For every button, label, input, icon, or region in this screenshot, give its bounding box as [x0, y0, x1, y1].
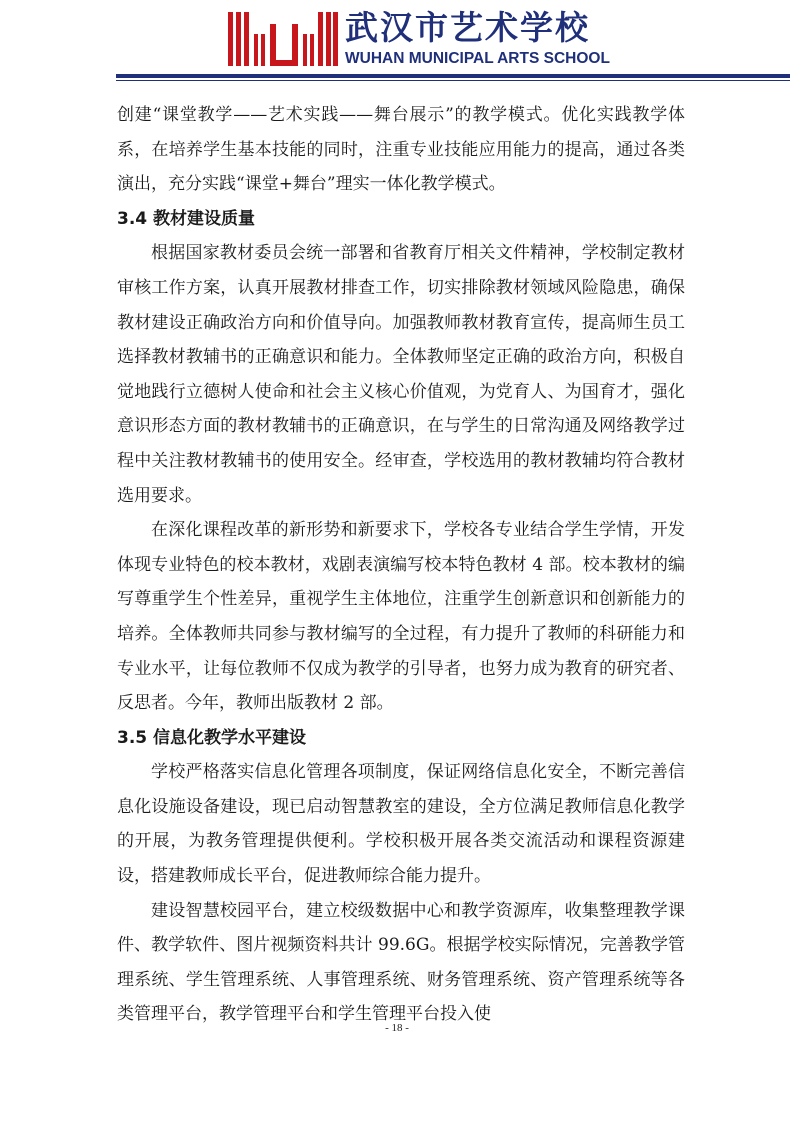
section-heading-3-5: 3.5 信息化教学水平建设 — [117, 727, 307, 748]
page-header — [0, 0, 794, 100]
section-heading-3-4: 3.4 教材建设质量 — [117, 208, 256, 229]
school-logo-icon — [228, 10, 338, 68]
paragraph-smart-campus: 建设智慧校园平台，建立校级数据中心和教学资源库，收集整理教学课件、教学软件、图片视频资料共计 99.6G。根据学校实际情况，完善教学管理系统、学生管理系统、人事管理系统、财务管理系统、资产管理系统等各类管理平台，教学管理平台和学生管理平台投入使 — [117, 900, 685, 1025]
school-name-en: WUHAN MUNICIPAL ARTS SCHOOL — [345, 50, 610, 67]
document-body — [117, 98, 685, 1032]
paragraph-school-textbooks: 在深化课程改革的新形势和新要求下，学校各专业结合学生学情，开发体现专业特色的校本教材，戏剧表演编写校本特色教材 4 部。校本教材的编写尊重学生个性差异，重视学生主体地位，注重学生创新意识和创新能力的培养。全体教师共同参与教材编写的全过程，有力提升了教师的科研能力和专业水平，让每位教师不仅成为教学的引导者，也努力成为教育的研究者、反思者。今年，教师出版教材 2 部。 — [117, 520, 685, 714]
school-name-cn: 武汉市艺术学校 — [345, 8, 590, 47]
paragraph-continued: 创建“课堂教学——艺术实践——舞台展示”的教学模式。优化实践教学体系，在培养学生基本技能的同时，注重专业技能应用能力的提高，通过各类演出，充分实践“课堂+舞台”理实一体化教学模式。 — [117, 105, 685, 195]
page-number: - 18 - — [385, 1022, 409, 1034]
paragraph-textbook-review: 根据国家教材委员会统一部署和省教育厅相关文件精神，学校制定教材审核工作方案，认真开展教材排查工作，切实排除教材领域风险隐患，确保教材建设正确政治方向和价值导向。加强教师教材教育宣传，提高师生员工选择教材教辅书的正确意识和能力。全体教师坚定正确的政治方向，积极自觉地践行立德树人使命和社会主义核心价值观，为党育人、为国育才，强化意识形态方面的教材教辅书的正确意识，在与学生的日常沟通及网络教学过程中关注教材教辅书的使用安全。经审查，学校选用的教材教辅均符合教材选用要求。 — [117, 243, 685, 506]
header-divider-thick — [116, 74, 790, 78]
paragraph-it-management: 学校严格落实信息化管理各项制度，保证网络信息化安全，不断完善信息化设施设备建设，现已启动智慧教室的建设，全方位满足教师信息化教学的开展，为教务管理提供便利。学校积极开展各类交流活动和课程资源建设，搭建教师成长平台，促进教师综合能力提升。 — [117, 762, 685, 887]
header-divider-thin — [116, 80, 790, 81]
